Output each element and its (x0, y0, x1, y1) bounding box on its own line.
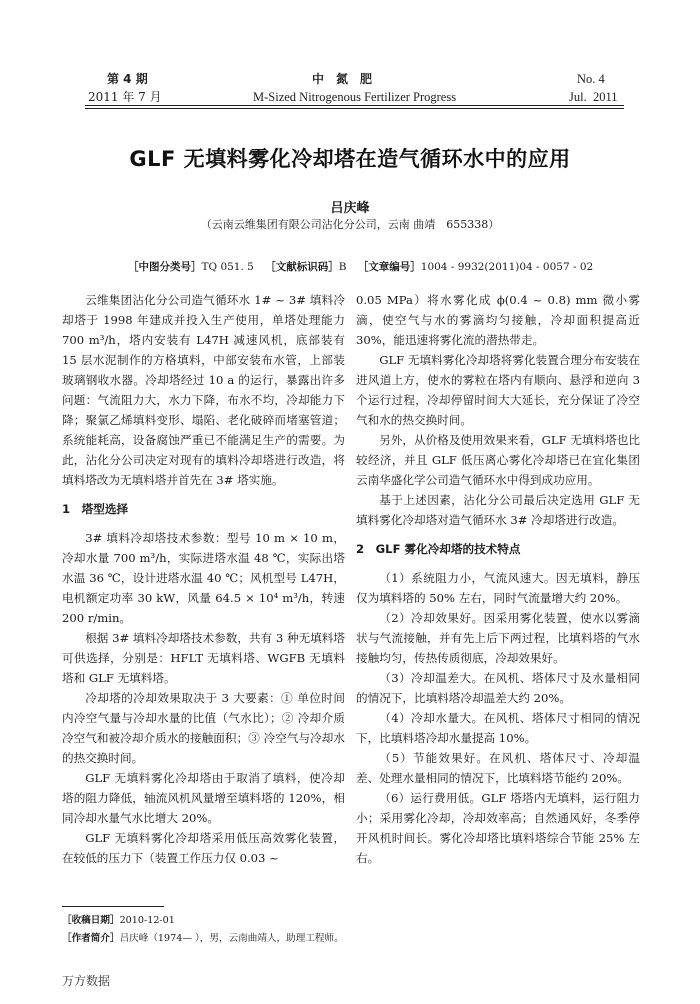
article-number-value: 1004 - 9932(2011)04 - 0057 - 02 (420, 261, 594, 273)
clc-label: ［中图分类号］ (128, 261, 202, 273)
body-paragraph: 冷却塔的冷却效果取决于 3 大要素：① 单位时间内冷空气量与冷却水量的比值（气水比）；② 冷却介质冷空气和被冷却介质水的接触面积；③ 冷空气与冷却水的热交换时间。 (62, 691, 345, 765)
feature-item: （5）节能效果好。在风机、塔体尺寸、冷却温差、处理水量相同的情况下，比填料塔节能约 20%。 (356, 751, 640, 785)
feature-item: （6）运行费用低。GLF 塔塔内无填料，运行阻力小；采用雾化冷却，冷却效率高；自然通风好，冬季停开风机时间长。雾化冷却塔比填料塔综合节能 25% 左右。 (356, 791, 640, 865)
body-paragraph: GLF 无填料雾化冷却塔采用低压高效雾化装置，在较低的压力下（装置工作压力仅 0.03 ~ (62, 831, 345, 865)
body-column-right (356, 290, 640, 868)
author-name: 吕庆峰 (330, 201, 370, 216)
received-date: 2010-12-01 (119, 915, 175, 926)
body-paragraph-continued: 0.05 MPa）将水雾化成 ϕ(0.4 ~ 0.8) mm 微小雾滴，使空气与水的雾滴均匀接触，冷却面积提高近 30%，能迅速将雾化流的潜热带走。 (356, 293, 640, 347)
author-affiliation: （云南云维集团有限公司沾化分公司，云南 曲靖 655338） (200, 218, 500, 231)
feature-item: （2）冷却效果好。因采用雾化装置，使水以雾滴状与气流接触，并有先上后下两过程，比填料塔的气水接触均匀，传热传质彻底，冷却效果好。 (356, 611, 640, 665)
feature-item: （1）系统阻力小，气流风速大。因无填料，静压仅为填料塔的 50% 左右，同时气流量增大约 20%。 (356, 571, 640, 605)
classification-line (128, 259, 601, 274)
header-issue-en: No. 4 (577, 72, 605, 86)
body-paragraph: 另外，从价格及使用效果来看，GLF 无填料塔也比较经济，并且 GLF 低压离心雾化冷却塔已在宜化集团云南华盛化学公司造气循环水中得到成功应用。 (356, 433, 640, 487)
received-label: ［收稿日期］ (62, 915, 120, 926)
author-bio: 吕庆峰（1974— ），男，云南曲靖人，助理工程师。 (119, 933, 344, 944)
footnote (62, 912, 345, 948)
paper-title: GLF 无填料雾化冷却塔在造气循环水中的应用 (129, 147, 571, 171)
doc-code-label: ［文献标识码］ (265, 261, 339, 273)
section-heading-1: 1 塔型选择 (62, 502, 129, 516)
intro-paragraph: 云维集团沾化分公司造气循环水 1# ~ 3# 填料冷却塔于 1998 年建成并投入生产使用，单塔处理能力 700 m³/h，塔内安装有 L47H 减速风机，底部装有 15 层水泥制作的方格填料，中部安装布水管，上部装玻璃钢收水器。冷却塔经过 10 a 的运行，暴露出许多问题：气流阻力大，水力下降，布水不均，冷却能力下降；聚氯乙烯填料变形、塌陷、老化破碎而堵塞管道；系统能耗高，设备腐蚀严重已不能满足生产的需要。为此，沾化分公司决定对现有的填料冷却塔进行改造，将填料塔改为无填料塔并首先在 3# 塔实施。 (62, 293, 345, 487)
header-rule (85, 105, 624, 106)
body-column-left (62, 290, 345, 868)
body-paragraph: GLF 无填料雾化冷却塔将雾化装置合理分布安装在进风道上方，使水的雾粒在塔内有顺向、悬浮和逆向 3 个运行过程，冷却停留时间大大延长，充分保证了冷空气和水的热交换时间。 (356, 353, 640, 427)
body-paragraph: GLF 无填料雾化冷却塔由于取消了填料，使冷却塔的阻力降低，轴流风机风量增至填料塔的 120%，相同冷却水量气水比增大 20%。 (62, 771, 345, 825)
body-paragraph: 3# 填料冷却塔技术参数：型号 10 m × 10 m，冷却水量 700 m³/h，实际进塔水温 48 ℃，实际出塔水温 36 ℃，设计进塔水温 40 ℃；风机型号 L47H，电机额定功率 30 kW，风量 64.5 × 10⁴ m³/h，转速 200 r/min。 (62, 531, 345, 625)
doc-code-value: B (338, 261, 347, 273)
watermark-text: 万方数据 (62, 974, 111, 988)
feature-item: （4）冷却水量大。在风机、塔体尺寸相同的情况下，比填料塔冷却水量提高 10%。 (356, 711, 640, 745)
header-issue-cn: 第 4 期 (107, 72, 148, 86)
author-bio-label: ［作者简介］ (62, 933, 120, 944)
header-date-en: Jul. 2011 (569, 90, 618, 104)
article-number-label: ［文章编号］ (357, 261, 421, 273)
feature-item: （3）冷却温差大。在风机、塔体尺寸及水量相同的情况下，比填料塔冷却温差大约 20%。 (356, 671, 640, 705)
body-paragraph: 基于上述因素，沾化分公司最后决定选用 GLF 无填料雾化冷却塔对造气循环水 3# 冷却塔进行改造。 (356, 493, 640, 527)
footnote-rule (62, 906, 164, 907)
header-journal-cn: 中 氮 肥 (312, 72, 373, 86)
header-date-cn: 2011 年 7 月 (88, 90, 162, 104)
body-paragraph: 根据 3# 填料冷却塔技术参数，共有 3 种无填料塔可供选择，分别是：HFLT 无填料塔、WGFB 无填料塔和 GLF 无填料塔。 (62, 631, 345, 685)
header-rule-thin (85, 108, 624, 109)
section-heading-2: 2 GLF 雾化冷却塔的技术特点 (356, 542, 521, 556)
clc-value: TQ 051. 5 (201, 261, 254, 273)
header-journal-en: M-Sized Nitrogenous Fertilizer Progress (253, 90, 457, 104)
